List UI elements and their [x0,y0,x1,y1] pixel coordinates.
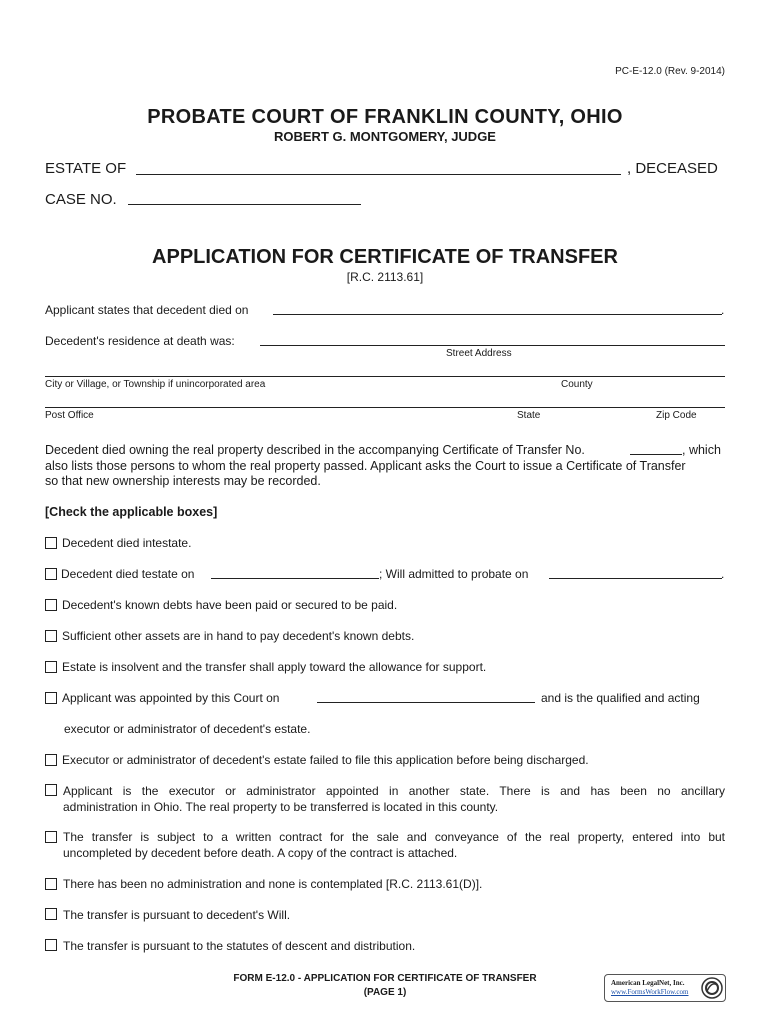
will-probate-date-field[interactable] [549,578,722,579]
paragraph-line-1: Decedent died owning the real property described in the accompanying Certificate of Transfer No. [45,443,585,457]
no-administration-label: There has been no administration and none is contemplated [R.C. 2113.61(D)]. [63,877,483,891]
insolvent-checkbox[interactable] [45,661,57,673]
contract-label-2: uncompleted by decedent before death. A copy of the contract is attached. [63,846,458,860]
state-caption: State [517,410,541,421]
other-state-label-1: Applicant is the executor or administrator appointed in another state. There is and has been no ancillary [63,784,725,798]
contract-checkbox[interactable] [45,831,57,843]
debts-paid-checkbox[interactable] [45,599,57,611]
estate-of-label: ESTATE OF [45,160,127,177]
publisher-logo [604,974,726,1002]
city-county-field[interactable] [45,376,725,377]
form-code: PC-E-12.0 (Rev. 9-2014) [615,66,725,77]
deceased-label: , DECEASED [627,160,718,177]
city-caption: City or Village, or Township if unincorporated area [45,379,266,390]
failed-to-file-label: Executor or administrator of decedent's estate failed to file this application before being discharged. [62,753,589,767]
publisher-emblem-icon [701,977,723,999]
estate-name-field[interactable] [136,174,621,175]
insolvent-label: Estate is insolvent and the transfer shall apply toward the allowance for support. [62,660,487,674]
will-checkbox[interactable] [45,908,57,920]
sufficient-assets-checkbox[interactable] [45,630,57,642]
appointed-label-end: and is the qualified and acting [541,691,700,705]
died-on-label: Applicant states that decedent died on [45,303,249,317]
appointed-label: Applicant was appointed by this Court on [62,691,280,705]
descent-label: The transfer is pursuant to the statutes of descent and distribution. [63,939,416,953]
appointment-date-field[interactable] [317,702,535,703]
certificate-no-field[interactable] [630,454,682,455]
statute-ref: [R.C. 2113.61] [346,270,424,284]
judge-name: ROBERT G. MONTGOMERY, JUDGE [274,129,496,144]
appointed-label-line2: executor or administrator of decedent's estate. [64,722,311,736]
residence-label: Decedent's residence at death was: [45,334,235,348]
publisher-website[interactable]: www.FormsWorkFlow.com [611,988,689,996]
street-address-field[interactable] [260,345,725,346]
date-of-death-field[interactable] [273,314,722,315]
no-administration-checkbox[interactable] [45,878,57,890]
paragraph-line-1-end: , which [682,443,721,457]
other-state-checkbox[interactable] [45,784,57,796]
testate-date-field[interactable] [211,578,379,579]
publisher-name: American LegalNet, Inc. [611,979,685,987]
footer-form-line: FORM E-12.0 - APPLICATION FOR CERTIFICATE OF TRANSFER [233,973,537,984]
post-office-caption: Post Office [45,410,94,421]
other-state-label-2: administration in Ohio. The real property to be transferred is located in this county. [63,800,499,814]
form-title: APPLICATION FOR CERTIFICATE OF TRANSFER [152,246,618,268]
sufficient-assets-label: Sufficient other assets are in hand to pay decedent's known debts. [62,629,415,643]
intestate-label: Decedent died intestate. [62,536,192,550]
debts-paid-label: Decedent's known debts have been paid or secured to be paid. [62,598,398,612]
case-no-label: CASE NO. [45,191,117,208]
footer-page: (PAGE 1) [363,987,407,998]
appointed-checkbox[interactable] [45,692,57,704]
testate-label: Decedent died testate on [61,567,195,581]
post-office-state-zip-field[interactable] [45,407,725,408]
court-name: PROBATE COURT OF FRANKLIN COUNTY, OHIO [147,106,623,128]
case-no-field[interactable] [128,204,361,205]
will-probate-label: ; Will admitted to probate on [379,567,529,581]
zip-caption: Zip Code [656,410,697,421]
intestate-checkbox[interactable] [45,537,57,549]
paragraph-line-2: also lists those persons to whom the real property passed. Applicant asks the Court to issue a Certificate of Transfer [45,459,686,473]
descent-checkbox[interactable] [45,939,57,951]
testate-checkbox[interactable] [45,568,57,580]
contract-label-1: The transfer is subject to a written contract for the sale and conveyance of the real property, entered into but [63,830,725,844]
paragraph-line-3: so that new ownership interests may be recorded. [45,474,321,488]
failed-to-file-checkbox[interactable] [45,754,57,766]
street-caption: Street Address [446,348,512,359]
will-label: The transfer is pursuant to decedent's Will. [63,908,291,922]
county-caption: County [561,379,593,390]
check-heading: [Check the applicable boxes] [45,505,218,519]
